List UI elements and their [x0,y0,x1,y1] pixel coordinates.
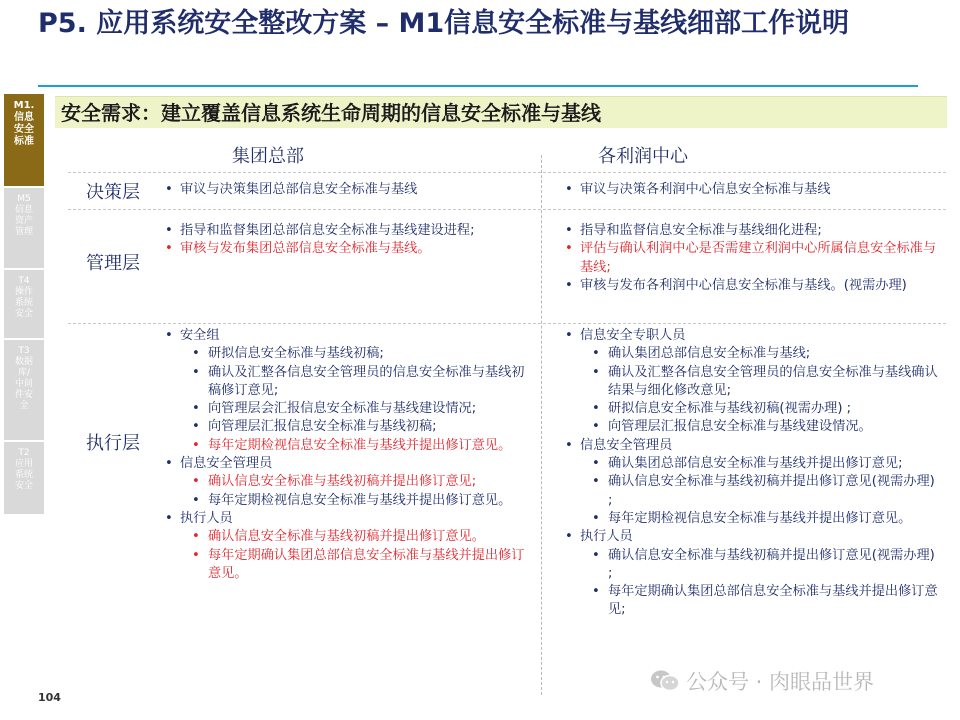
bullet-item: • 执行人员 [562,528,940,546]
cell-management-profit-centers [562,222,940,295]
bullet-item: • 信息安全管理员 [562,437,940,455]
sidebar-tab-m5[interactable]: M5 信息 资产 管理 [4,188,44,268]
sub-bullet-item: • 每年定期确认集团总部信息安全标准与基线并提出修订意见; [562,583,940,620]
cell-management-hq [162,222,534,259]
sub-bullet-item: • 确认信息安全标准与基线初稿并提出修订意见(视需办理) ; [562,473,940,510]
sub-bullet-item: • 确认信息安全标准与基线初稿并提出修订意见。 [162,528,534,546]
row-divider [68,209,946,210]
sidebar-tab-t2[interactable]: T2 应用 系统 安全 [4,442,44,514]
watermark-text: 公众号 · 肉眼品世界 [686,670,875,694]
sub-bullet-item: • 确认及汇整各信息安全管理员的信息安全标准与基线初稿修订意见; [162,364,534,401]
sidebar-tab-m1[interactable]: M1. 信息 安全 标准 [4,94,44,186]
cell-decision-profit-centers [562,181,940,199]
bullet-item: • 信息安全专职人员 [562,327,940,345]
cell-execution-hq [162,327,534,583]
section-sidebar [4,94,44,516]
row-label-execution: 执行层 [86,433,140,454]
page-number: 104 [38,691,61,704]
column-divider [541,155,542,695]
sub-bullet-item: • 研拟信息安全标准与基线初稿; [162,345,534,363]
cell-execution-profit-centers [562,327,940,620]
sub-bullet-item: • 确认集团总部信息安全标准与基线; [562,345,940,363]
sub-bullet-item: • 向管理层汇报信息安全标准与基线初稿; [162,418,534,436]
bullet-item: • 安全组 [162,327,534,345]
sub-bullet-item: • 每年定期检视信息安全标准与基线并提出修订意见。 [162,437,534,455]
bullet-item: • 审议与决策各利润中心信息安全标准与基线 [562,181,940,199]
bullet-item: • 审议与决策集团总部信息安全标准与基线 [162,181,534,199]
bullet-item: • 评估与确认利润中心是否需建立利润中心所属信息安全标准与基线; [562,240,940,277]
row-label-decision: 决策层 [86,182,140,203]
bullet-item: • 审核与发布各利润中心信息安全标准与基线。(视需办理) [562,277,940,295]
sub-bullet-item: • 每年定期确认集团总部信息安全标准与基线并提出修订意见。 [162,547,534,584]
sidebar-tab-t4[interactable]: T4 操作 系统 安全 [4,270,44,338]
sub-bullet-item: • 向管理层会汇报信息安全标准与基线建设情况; [162,400,534,418]
row-divider [68,172,946,173]
title-divider [38,85,918,87]
cell-decision-hq [162,181,534,199]
column-header-profit-centers: 各利润中心 [598,146,688,167]
wechat-icon [650,669,680,698]
column-header-hq: 集团总部 [232,146,304,167]
sub-bullet-item: • 每年定期检视信息安全标准与基线并提出修订意见。 [562,510,940,528]
bullet-item: • 执行人员 [162,510,534,528]
page-title: P5. 应用系统安全整改方案 – M1信息安全标准与基线细部工作说明 [38,8,850,39]
sub-bullet-item: • 每年定期检视信息安全标准与基线并提出修订意见。 [162,492,534,510]
bullet-item: • 指导和监督信息安全标准与基线细化进程; [562,222,940,240]
sidebar-tab-t3[interactable]: T3 数据 库/ 中间 件安 全 [4,340,44,440]
watermark [650,666,874,698]
row-divider [68,323,946,324]
requirement-banner: 安全需求：建立覆盖信息系统生命周期的信息安全标准与基线 [55,96,947,128]
sub-bullet-item: • 确认信息安全标准与基线初稿并提出修订意见; [162,473,534,491]
sub-bullet-item: • 研拟信息安全标准与基线初稿(视需办理) ; [562,400,940,418]
sub-bullet-item: • 确认及汇整各信息安全管理员的信息安全标准与基线确认结果与细化修改意见; [562,364,940,401]
sub-bullet-item: • 确认信息安全标准与基线初稿并提出修订意见(视需办理) ; [562,547,940,584]
sub-bullet-item: • 向管理层汇报信息安全标准与基线建设情况。 [562,418,940,436]
bullet-item: • 审核与发布集团总部信息安全标准与基线。 [162,240,534,258]
sub-bullet-item: • 确认集团总部信息安全标准与基线并提出修订意见; [562,455,940,473]
bullet-item: • 指导和监督集团总部信息安全标准与基线建设进程; [162,222,534,240]
row-label-management: 管理层 [86,253,140,274]
bullet-item: • 信息安全管理员 [162,455,534,473]
